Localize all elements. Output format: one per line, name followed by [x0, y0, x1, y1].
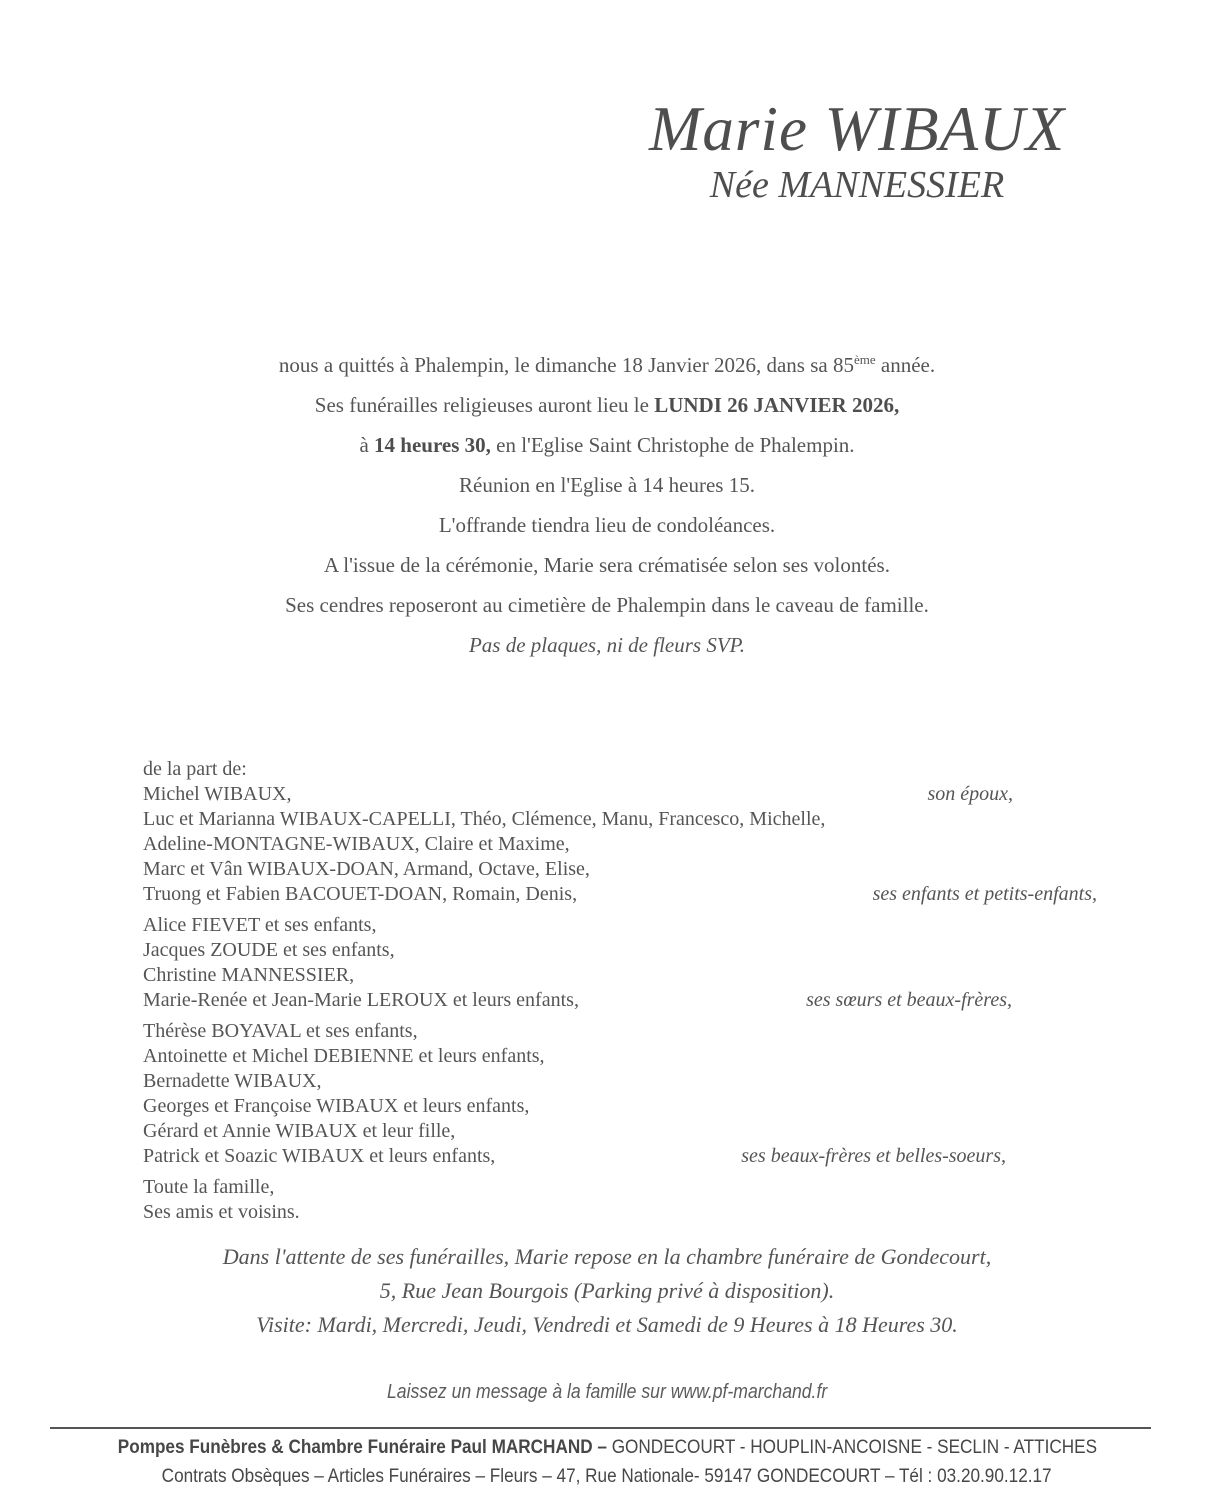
family-list [143, 757, 1214, 1225]
family-line: Marc et Vân WIBAUX-DOAN, Armand, Octave, Elise, [143, 858, 590, 880]
announcement-line: Ses cendres reposeront au cimetière de Phalempin dans le caveau de famille. [285, 593, 929, 617]
family-line: Georges et Françoise WIBAUX et leurs enfants, [143, 1095, 530, 1117]
title-block [500, 94, 1214, 206]
family-line: Antoinette et Michel DEBIENNE et leurs enfants, [143, 1045, 545, 1067]
family-line: Luc et Marianna WIBAUX-CAPELLI, Théo, Clémence, Manu, Francesco, Michelle, [143, 808, 826, 830]
announcement-line: Réunion en l'Eglise à 14 heures 15. [459, 473, 755, 497]
funeral-home-info [0, 1240, 1214, 1342]
family-intro: de la part de: [143, 758, 247, 780]
family-line: Ses amis et voisins. [143, 1201, 300, 1223]
family-line: Christine MANNESSIER, [143, 964, 355, 986]
relation-label: ses enfants et petits-enfants, [872, 883, 1097, 905]
family-line: Gérard et Annie WIBAUX et leur fille, [143, 1120, 456, 1142]
footer-divider [50, 1427, 1151, 1429]
family-line: Thérèse BOYAVAL et ses enfants, [143, 1020, 418, 1042]
family-line: Jacques ZOUDE et ses enfants, [143, 939, 395, 961]
family-line: Bernadette WIBAUX, [143, 1070, 322, 1092]
funeral-home-line: Dans l'attente de ses funérailles, Marie repose en la chambre funéraire de Gondecourt, [222, 1244, 992, 1269]
announcement-line: Ses funérailles religieuses auront lieu le LUNDI 26 JANVIER 2026, [314, 393, 900, 417]
page-title: Marie WIBAUX [648, 94, 1066, 164]
announcement-line: à 14 heures 30, en l'Eglise Saint Christophe de Phalempin. [359, 433, 855, 457]
visit-hours: Visite: Mardi, Mercredi, Jeudi, Vendredi et Samedi de 9 Heures à 18 Heures 30. [256, 1312, 958, 1337]
family-line: Truong et Fabien BACOUET-DOAN, Romain, Denis, ses enfants et petits-enfants, [143, 883, 1097, 905]
relation-label: ses sœurs et beaux-frères, [806, 989, 1012, 1011]
announcement-line: A l'issue de la cérémonie, Marie sera crématisée selon ses volontés. [324, 553, 890, 577]
funeral-home-address: 5, Rue Jean Bourgois (Parking privé à disposition). [379, 1278, 835, 1303]
announcement-paragraph [0, 345, 1214, 665]
no-flowers-note: Pas de plaques, ni de fleurs SVP. [468, 633, 746, 657]
relation-label: ses beaux-frères et belles-soeurs, [741, 1145, 1006, 1167]
family-line: Toute la famille, [143, 1176, 275, 1198]
family-line: Marie-Renée et Jean-Marie LEROUX et leurs enfants, ses sœurs et beaux-frères, [143, 989, 1012, 1011]
ordinal-superscript: ème [853, 352, 876, 367]
birth-name: Née MANNESSIER [709, 163, 1005, 206]
family-line: Michel WIBAUX, son époux, [143, 783, 1013, 805]
family-line: Patrick et Soazic WIBAUX et leurs enfants, ses beaux-frères et belles-soeurs, [143, 1145, 1006, 1167]
company-name: Pompes Funèbres & Chambre Funéraire Paul MARCHAND – [117, 1436, 612, 1458]
footer [0, 1433, 1214, 1490]
announcement-line: nous a quittés à Phalempin, le dimanche 18 Janvier 2026, dans sa 85ème année. [278, 352, 936, 377]
ceremony-date: LUNDI 26 JANVIER 2026, [654, 393, 900, 417]
ceremony-time: 14 heures 30, [374, 433, 491, 457]
condolence-message-line: Laissez un message à la famille sur www.pf-marchand.fr [386, 1381, 828, 1403]
company-locations: GONDECOURT - HOUPLIN-ANCOISNE - SECLIN - ATTICHES [611, 1436, 1097, 1458]
family-line: Adeline-MONTAGNE-WIBAUX, Claire et Maxime, [143, 833, 570, 855]
relation-label: son époux, [927, 783, 1013, 805]
family-line: Alice FIEVET et ses enfants, [143, 914, 377, 936]
announcement-line: L'offrande tiendra lieu de condoléances. [438, 513, 776, 537]
footer-services-line: Contrats Obsèques – Articles Funéraires – Fleurs – 47, Rue Nationale- 59147 GONDECOURT – Tél : 03.20.90.12.17 [162, 1464, 1052, 1487]
footer-company-line [0, 1433, 1214, 1462]
